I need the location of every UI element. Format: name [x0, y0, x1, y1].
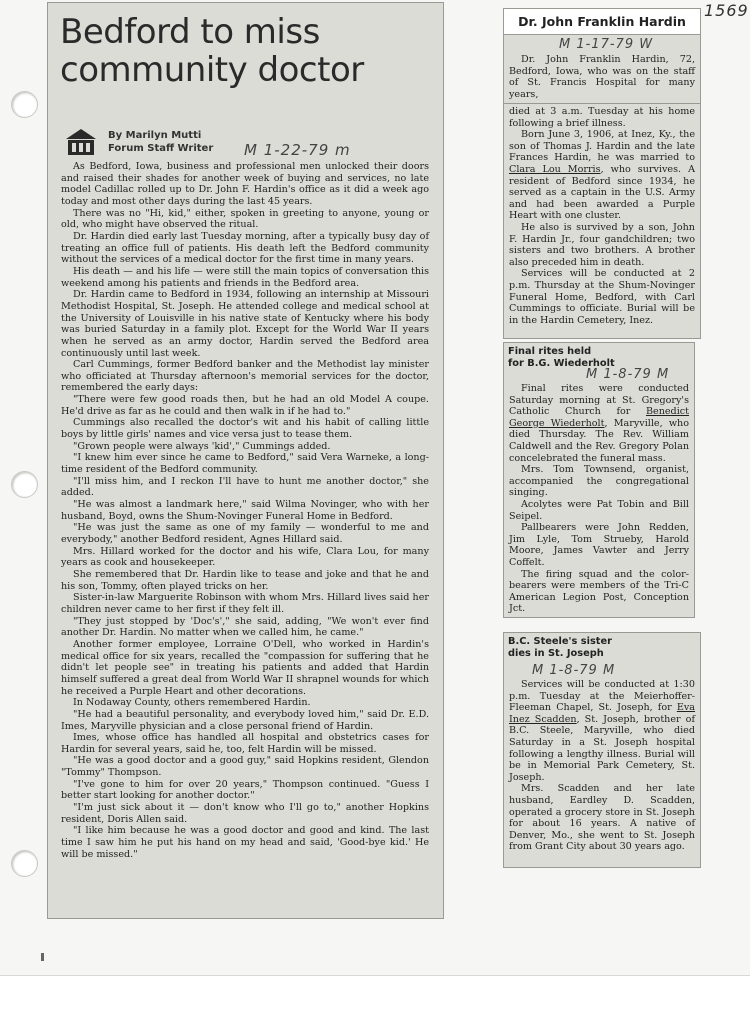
article-paragraph: Mrs. Hillard worked for the doctor and his wife, Clara Lou, for many years as cook and housekeeper.	[61, 545, 429, 569]
margin-mark	[41, 953, 44, 961]
obituary-paragraph: Mrs. Scadden and her late husband, Eardley D. Scadden, operated a grocery store in St. Joseph for about 16 years. A native of Denver, Mo., she went to St. Joseph from Grant City about 30 years ago.	[509, 783, 695, 853]
text-run: , who survives. A resident of Bedford since 1934, he served as a captain in the U.S. Army and had been awarded a Purple Heart with one cluster.	[509, 163, 695, 222]
binder-hole	[11, 91, 38, 118]
article-paragraph: "I've gone to him for over 20 years," Thompson continued. "Guess I better start looking for another doctor."	[61, 778, 429, 802]
binder-hole	[11, 850, 38, 877]
article-paragraph: Carl Cummings, former Bedford banker and the Methodist lay minister who officiated at Thursday afternoon's memorial services for the doctor, remembered the early days:	[61, 359, 429, 394]
text-run: Final rites were conducted Saturday morning at St. Gregory's Catholic Church for	[509, 383, 689, 418]
obituary-paragraph: died at 3 a.m. Tuesday at his home following a brief illness.	[509, 106, 695, 129]
article-paragraph: "There were few good roads then, but he had an old Model A coupe. He'd drive as far as he could and then walk in if he had to."	[61, 394, 429, 417]
obituary-title	[508, 636, 612, 660]
obituary-paragraph: The firing squad and the color-bearers were members of the Tri-C American Legion Post, Conception Jct.	[509, 568, 689, 615]
article-paragraph: There was no "Hi, kid," either, spoken in greeting to anyone, young or old, who might have observed the ritual.	[61, 207, 429, 231]
obituary-hardin-part1	[503, 34, 701, 104]
article-paragraph: "He was just the same as one of my family — wonderful to me and everybody," another Bedford resident, Agnes Hillard said.	[61, 522, 429, 545]
obituary-paragraph: He also is survived by a son, John F. Hardin Jr., four gandchildren; two sisters and two brothers. A brother also preceded him in death.	[509, 221, 695, 268]
article-paragraph: "I knew him ever since he came to Bedford," said Vera Warneke, a long-time resident of the Bedford community.	[61, 452, 429, 476]
obituary-title-hardin: Dr. John Franklin Hardin	[503, 8, 701, 35]
obituary-body	[509, 679, 695, 853]
article-paragraph: In Nodaway County, others remembered Hardin.	[73, 697, 311, 709]
article-paragraph: Cummings also recalled the doctor's wit and his habit of calling little boys by little girls' names and vice versa just to tease them.	[61, 417, 429, 441]
article-paragraph: "I'll miss him, and I reckon I'll have to hunt me another doctor," she added.	[61, 475, 429, 499]
article-paragraph: "He had a beautiful personality, and everybody loved him," said Dr. E.D. Imes, Maryville physician and a close personal friend of Hardin.	[61, 708, 429, 732]
obituary-wiederholt	[503, 342, 695, 618]
byline-role: Forum Staff Writer	[108, 143, 214, 154]
obituary-paragraph	[509, 129, 695, 222]
obituary-body	[509, 383, 689, 615]
title-line: dies in St. Joseph	[508, 648, 604, 659]
article-paragraph: "Grown people were always 'kid'," Cummings added.	[73, 440, 331, 452]
title-line: Final rites held	[508, 346, 592, 357]
title-line: B.C. Steele's sister	[508, 636, 612, 647]
article-headline: Bedford to miss community doctor	[60, 12, 364, 90]
handwritten-date: M 1-17-79 W	[559, 37, 654, 52]
article-paragraph: Dr. Hardin came to Bedford in 1934, following an internship at Missouri Methodist Hospital, St. Joseph. He attended college and medical school at the University of Louisville in his native state of Kentucky where his body was buried Saturday in a family plot. Except for the World War II years when he served as an army doctor, Hardin served the Bedford area continuously until last week.	[61, 289, 429, 359]
underlined-name: Benedict George Wiederholt	[509, 406, 689, 429]
obituary-paragraph: Dr. John Franklin Hardin, 72, Bedford, Iowa, who was on the staff of St. Francis Hospital for many years,	[509, 54, 695, 100]
obituary-hardin-part2	[503, 103, 701, 339]
text-run: Services will be conducted at 1:30 p.m. Tuesday at the Meierhoffer-Fleeman Chapel, St. Joseph, for	[509, 679, 695, 714]
underlined-name: Clara Lou Morris	[509, 163, 601, 175]
underlined-name: Eva Inez Scadden	[509, 702, 695, 725]
article-paragraph: His death — and his life — were still the main topics of conversation this weekend among his patients and friends in the Bedford area.	[61, 265, 429, 289]
handwritten-date: M 1-8-79 M	[532, 663, 616, 678]
article-paragraph: As Bedford, Iowa, business and professional men unlocked their doors and raised their shades for another week of buying and services, no late model Cadillac rolled up to Dr. John F. Hardin's office as it did a week ago today and most other days during the last 45 years.	[61, 161, 429, 207]
obituary-paragraph: Acolytes were Pat Tobin and Bill Seipel.	[509, 498, 689, 522]
obituary-paragraph: Mrs. Tom Townsend, organist, accompanied the congregational singing.	[509, 464, 689, 499]
binder-hole	[11, 471, 38, 498]
article-paragraph: "I like him because he was a good doctor and good and kind. The last time I saw him he put his hand on my head and said, 'Good-bye kid.' He will be missed."	[61, 825, 429, 860]
article-paragraph: "He was a good doctor and a good guy," said Hopkins resident, Glendon "Tommy" Thompson.	[61, 755, 429, 779]
obituary-scadden	[503, 632, 701, 868]
obituary-paragraph: Pallbearers were John Redden, Jim Lyle, Tom Strueby, Harold Moore, James Vawter and Jerry Coffelt.	[509, 522, 689, 568]
article-body	[61, 161, 429, 860]
article-paragraph: "I'm just sick about it — don't know who I'll go to," another Hopkins resident, Doris Allen said.	[61, 802, 429, 825]
obituary-intro	[509, 54, 695, 100]
page-number: 1569	[704, 1, 749, 20]
text-run: , Maryville, who died Thursday. The Rev. William Caldwell and the Rev. Gregory Polan concelebrated the funeral mass.	[509, 417, 690, 464]
article-paragraph: She remembered that Dr. Hardin like to tease and joke and that he and his son, Tommy, often played tricks on her.	[61, 568, 429, 592]
obituary-body	[509, 106, 695, 326]
forum-logo-icon	[64, 127, 98, 157]
article-paragraph: "He was almost a landmark here," said Wilma Novinger, who with her husband, Boyd, owns the Shum-Novinger Funeral Home in Bedford.	[61, 499, 429, 522]
title-line: for B.G. Wiederholt	[508, 358, 615, 369]
handwritten-date: M 1-22-79 m	[244, 141, 351, 159]
article-paragraph: Another former employee, Lorraine O'Dell, who worked in Hardin's medical office for six years, recalled the "compassion for suffering that he didn't let people see" in treating his patients and added that Hardin himself suffered a great deal from World War II shrapnel wounds for which he received a Purple Heart and other decorations.	[61, 638, 429, 697]
article-paragraph: "They just stopped by 'Doc's'," she said, adding, "We won't ever find another Dr. Hardin. No matter when we called him, he came."	[61, 615, 429, 639]
obituary-paragraph	[509, 679, 695, 783]
byline-name: By Marilyn Mutti	[108, 130, 202, 141]
obituary-paragraph: Services will be conducted at 2 p.m. Thursday at the Shum-Novinger Funeral Home, Bedford, with Carl Cummings to officiate. Burial will be in the Hardin Cemetery, Inez.	[509, 268, 695, 326]
article-paragraph: Sister-in-law Marguerite Robinson with whom Mrs. Hillard lives said her children never came to her first if they felt ill.	[61, 592, 429, 615]
text-run: , St. Joseph, brother of B.C. Steele, Maryville, who died Saturday in a St. Joseph hospital following a lengthy illness. Burial will be in Memorial Park Cemetery, St. Joseph.	[509, 713, 695, 783]
handwritten-date: M 1-8-79 M	[586, 367, 670, 382]
main-article-clipping	[47, 2, 444, 919]
article-paragraph: Imes, whose office has handled all hospital and obstetrics cases for Hardin for several years, said he, too, felt Hardin will be missed.	[61, 732, 429, 755]
article-paragraph: Dr. Hardin died early last Tuesday morning, after a typically busy day of treating an office full of patients. His death left the Bedford community without the services of a medical doctor for the first time in many years.	[61, 230, 429, 266]
obituary-paragraph	[509, 383, 689, 464]
text-run: Born June 3, 1906, at Inez, Ky., the son of Thomas J. Hardin and the late Frances Hardin, he was married to	[509, 129, 695, 164]
byline	[108, 129, 213, 155]
